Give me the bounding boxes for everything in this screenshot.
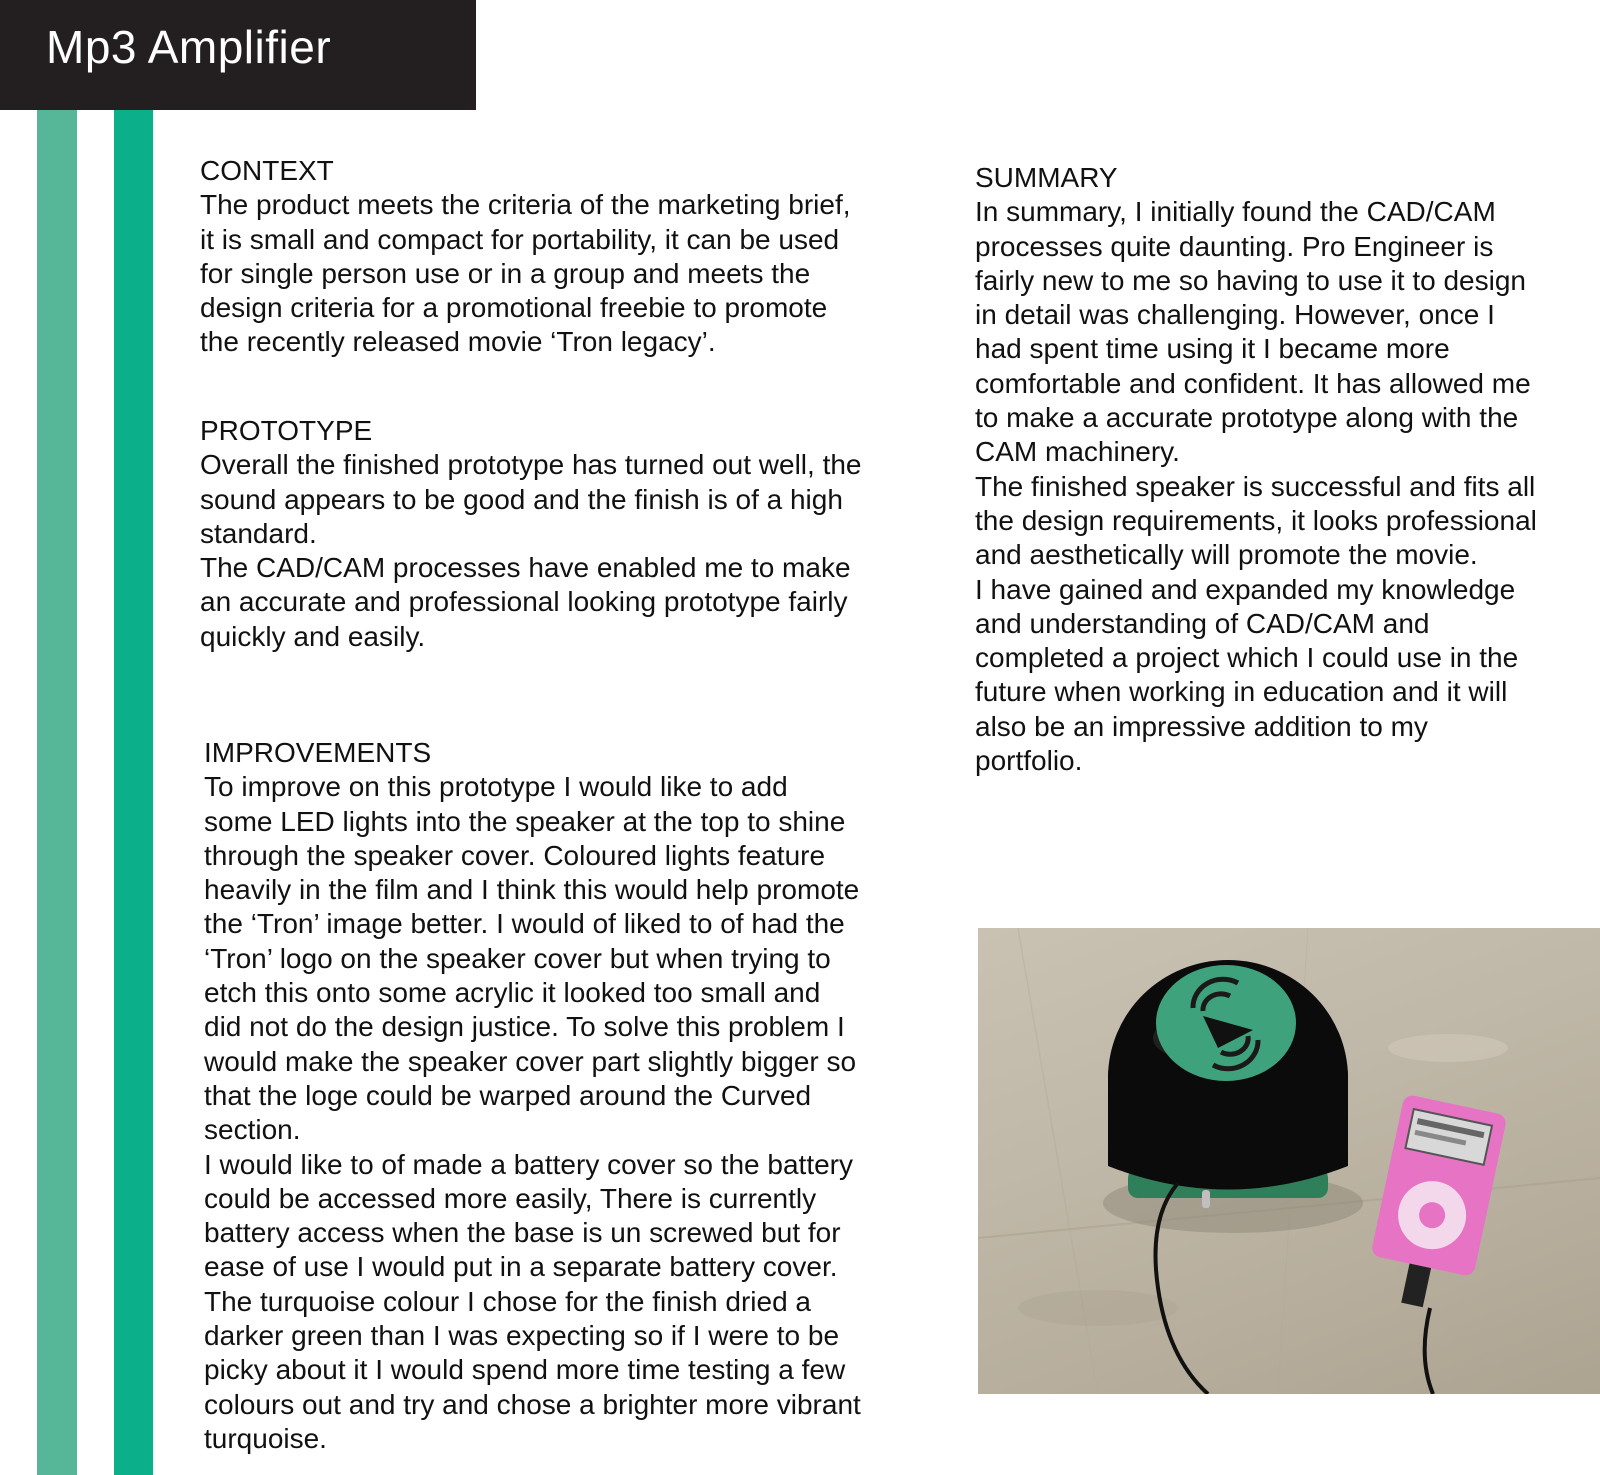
improvements-text: To improve on this prototype I would like to add some LED lights into the speaker at the top to shine through the speaker cover. Coloured lights feature heavily in the film and I think this would help promote the ‘Tron’ image better. I would of liked to of had the ‘Tron’ logo on the speaker cover but when trying to etch this onto some acrylic it looked too small and did not do the design justice. To solve this problem I would make the speaker cover part slightly bigger so that the loge could be warped around the Curved section. I would like to of made a battery cover so the battery could be accessed more easily, There is currently battery access when the base is un screwed but for ease of use I would put in a separate battery cover. The turquoise colour I chose for the finish dried a darker green than I was expecting so if I were to be picky about it I would spend more time testing a few colours out and try and chose a brighter more vibrant turquoise.	[204, 771, 861, 1454]
speaker	[1108, 960, 1348, 1208]
summary-text: In summary, I initially found the CAD/CAM processes quite daunting. Pro Engineer is fairly new to me so having to use it to design in detail was challenging. However, once I had spent time using it I became more comfortable and confident. It has allowed me to make a accurate prototype along with the CAM machinery. The finished speaker is successful and fits all the design requirements, it looks professional and aesthetically will promote the movie. I have gained and expanded my knowledge and understanding of CAD/CAM and completed a project which I could use in the future when working in education and it will also be an impressive addition to my portfolio.	[975, 196, 1537, 777]
mp3-player	[1362, 1094, 1507, 1316]
improvements-section	[204, 736, 964, 1456]
title-bar	[0, 0, 476, 110]
page-title: Mp3 Amplifier	[46, 21, 332, 73]
prototype-section	[200, 414, 960, 654]
product-photo	[978, 928, 1600, 1394]
decorative-stripe-right	[114, 110, 153, 1475]
context-section	[200, 154, 960, 360]
summary-heading: SUMMARY	[975, 162, 1118, 193]
prototype-text: Overall the finished prototype has turned out well, the sound appears to be good and the finish is of a high standard. The CAD/CAM processes have enabled me to make an accurate and professional looking prototype fairly quickly and easily.	[200, 449, 862, 652]
context-text: The product meets the criteria of the marketing brief, it is small and compact for portability, it can be used for single person use or in a group and meets the design criteria for a promotional freebie to promote the recently released movie ‘Tron legacy’.	[200, 189, 851, 358]
context-heading: CONTEXT	[200, 155, 334, 186]
prototype-heading: PROTOTYPE	[200, 415, 373, 446]
product-photo-illustration	[978, 928, 1600, 1394]
decorative-stripe-left	[37, 110, 77, 1475]
summary-section	[975, 161, 1600, 778]
improvements-heading: IMPROVEMENTS	[204, 737, 432, 768]
